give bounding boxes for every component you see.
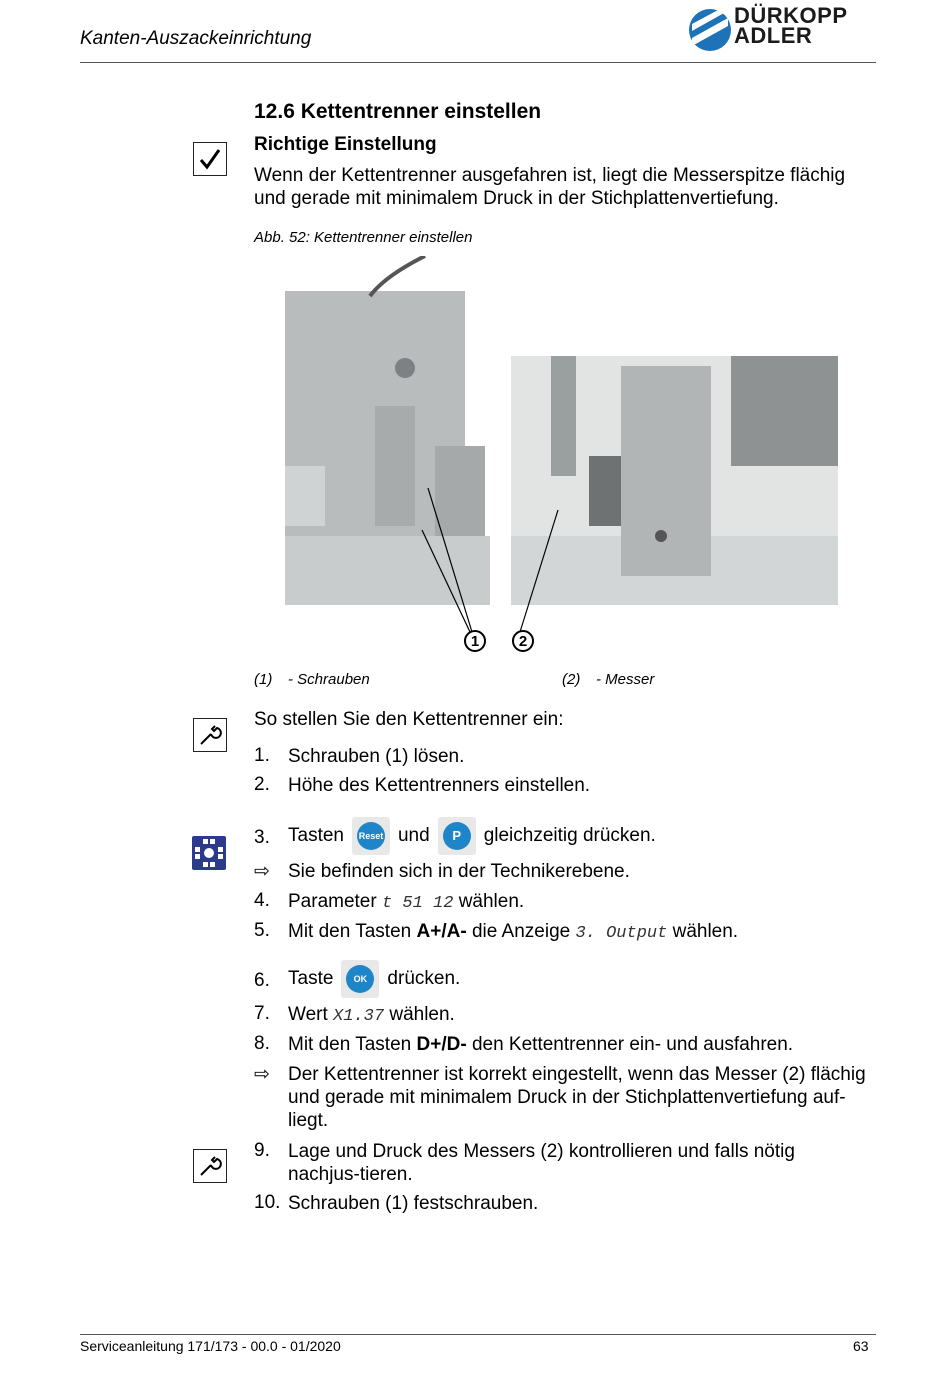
callout-1: 1	[464, 630, 486, 652]
p-key-button	[438, 817, 476, 855]
step-3-text-c: gleichzeitig drücken.	[483, 825, 656, 846]
step-4-line	[288, 890, 872, 915]
wrench-icon-2	[193, 1149, 227, 1183]
legend-2-number: (2)	[562, 671, 581, 688]
reset-key-button	[352, 817, 390, 855]
step-3-line	[288, 813, 872, 859]
footer-doc-id: Serviceanleitung 171/173 - 00.0 - 01/2020	[80, 1338, 341, 1354]
step-8-line	[288, 1033, 872, 1056]
step-1-number: 1.	[254, 745, 270, 766]
figure-caption: Abb. 52: Kettentrenner einstellen	[254, 229, 473, 246]
step-7-line	[288, 1003, 872, 1028]
header-divider	[80, 62, 876, 63]
step-3-text-a: Tasten	[288, 825, 344, 846]
logo-mark-icon	[688, 8, 732, 52]
value-code: X1.37	[333, 1007, 385, 1026]
step-6-number: 6.	[254, 970, 270, 991]
step-8-keys: D+/D-	[416, 1034, 467, 1055]
step-8-text-a: Mit den Tasten	[288, 1034, 412, 1055]
logo-line-1: DÜRKOPP	[734, 3, 848, 28]
step-4-text-b: wählen.	[458, 891, 525, 912]
step-3-number: 3.	[254, 827, 270, 848]
step-4-text-a: Parameter	[288, 891, 377, 912]
step-10-number: 10.	[254, 1192, 281, 1213]
callout-2: 2	[512, 630, 534, 652]
ok-key-button	[341, 960, 379, 998]
reset-key-label: Reset	[357, 822, 385, 850]
result-1-text: Sie befinden sich in der Technikerebene.	[288, 861, 630, 882]
step-5-text-c: wählen.	[672, 921, 739, 942]
section-title: 12.6 Kettentrenner einstellen	[254, 100, 542, 123]
legend-2-text: - Messer	[596, 671, 655, 688]
step-8-number: 8.	[254, 1033, 270, 1054]
legend-1-text: - Schrauben	[288, 671, 370, 688]
step-6-text-b: drücken.	[387, 968, 461, 989]
step-5-keys: A+/A-	[416, 921, 467, 942]
step-5-text-a: Mit den Tasten	[288, 921, 412, 942]
page-number: 63	[853, 1338, 869, 1354]
result-arrow-icon: ⇨	[254, 861, 270, 882]
legend-1-number: (1)	[254, 671, 273, 688]
step-5-text-b: die Anzeige	[471, 921, 571, 942]
step-2-number: 2.	[254, 774, 270, 795]
step-3-text-b: und	[397, 825, 430, 846]
step-5-number: 5.	[254, 920, 270, 941]
logo-line-2: ADLER	[734, 23, 813, 48]
step-7-text-b: wählen.	[389, 1004, 455, 1025]
step-9-number: 9.	[254, 1140, 270, 1161]
step-10-text: Schrauben (1) festschrauben.	[288, 1193, 539, 1214]
step-2-text: Höhe des Kettentrenners einstellen.	[288, 775, 591, 796]
step-1-text: Schrauben (1) lösen.	[288, 746, 465, 767]
display-code: 3. Output	[575, 924, 668, 943]
step-8-text-b: den Kettentrenner ein- und ausfahren.	[471, 1034, 794, 1055]
ok-key-label: OK	[346, 965, 374, 993]
step-7-number: 7.	[254, 1003, 270, 1024]
photo-right	[511, 356, 838, 605]
checkmark-icon	[193, 142, 227, 176]
control-panel-icon	[192, 836, 226, 870]
callout-leaders	[420, 480, 560, 650]
step-6-text-a: Taste	[288, 968, 334, 989]
footer-divider	[80, 1334, 876, 1335]
step-6-line	[288, 956, 872, 1002]
result-arrow-icon-2: ⇨	[254, 1064, 270, 1085]
header-title: Kanten-Auszackeinrichtung	[80, 28, 312, 49]
result-2-text: Der Kettentrenner ist korrekt eingestellt, wenn das Messer (2) flächig und gerade mit minimalem Druck in der Stichplattenvertiefung auf-liegt.	[288, 1064, 866, 1131]
brand-logo	[688, 3, 878, 54]
step-9-text: Lage und Druck des Messers (2) kontrollieren und falls nötig nachjus-tieren.	[288, 1141, 795, 1185]
step-5-line	[288, 920, 872, 945]
subheading: Richtige Einstellung	[254, 134, 437, 155]
step-7-text-a: Wert	[288, 1004, 328, 1025]
section-paragraph: Wenn der Kettentrenner ausgefahren ist, liegt die Messerspitze flächig und gerade mit minimalem Druck in der Stichplattenvertiefung.	[254, 165, 846, 209]
parameter-code: t 51 12	[381, 894, 454, 913]
step-4-number: 4.	[254, 890, 270, 911]
wrench-icon	[193, 718, 227, 752]
instructions-intro: So stellen Sie den Kettentrenner ein:	[254, 709, 564, 730]
p-key-label: P	[443, 822, 471, 850]
